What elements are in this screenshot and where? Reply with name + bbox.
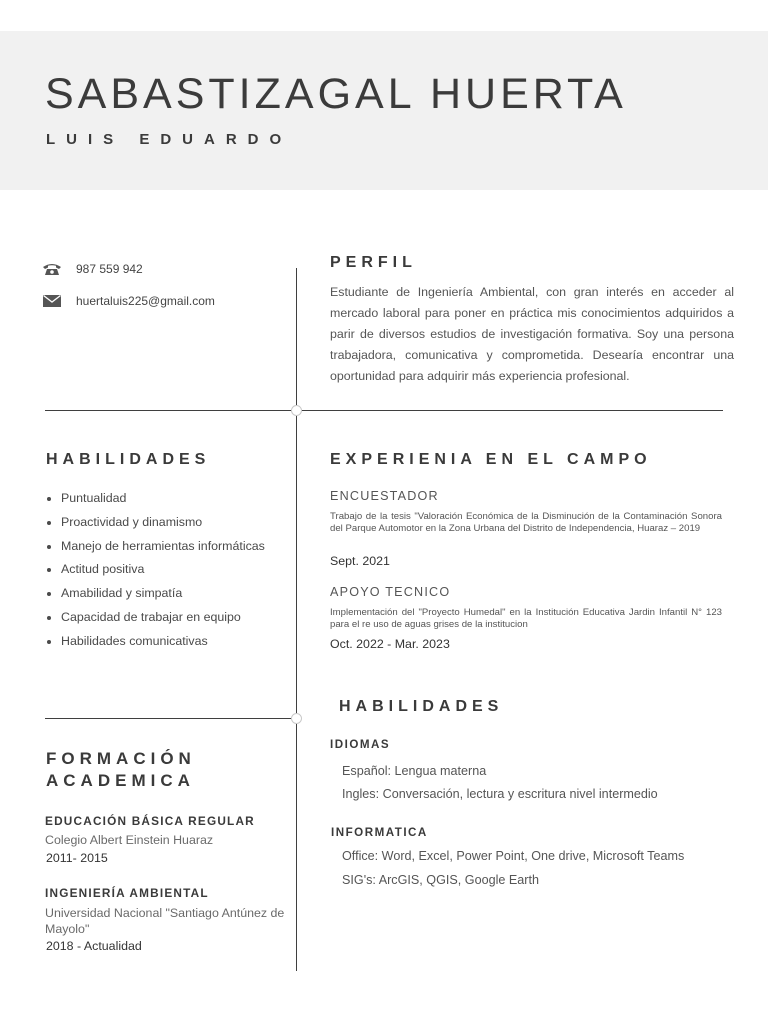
profile-text: Estudiante de Ingeniería Ambiental, con gran interés en acceder al mercado laboral para poner en práctica mis conocimientos adquiridos a parir de diversos estudios de investigación formativa. Soy una persona trabajadora, comunicativa y comprometida. Desearía encontrar una oportunidad para adquirir más experiencia profesional.	[330, 285, 734, 383]
surname: SABASTIZAGAL HUERTA	[45, 70, 627, 118]
education-title: INGENIERÍA AMBIENTAL	[45, 886, 209, 900]
given-names: LUIS EDUARDO	[46, 131, 293, 148]
education-school: Universidad Nacional "Santiago Antúnez de Mayolo"	[45, 906, 285, 936]
education-heading-line1: FORMACIÓN	[46, 749, 196, 768]
skills-heading: HABILIDADES	[46, 451, 211, 468]
language-item: Ingles: Conversación, lectura y escritura nivel intermedio	[342, 787, 658, 801]
list-item: • Puntualidad	[61, 487, 291, 511]
skills-list	[46, 487, 291, 654]
phone-number: 987 559 942	[76, 262, 143, 276]
abilities-heading: HABILIDADES	[339, 698, 504, 715]
computing-label: INFORMATICA	[331, 826, 428, 839]
telephone-icon	[42, 262, 62, 276]
languages-label: IDIOMAS	[330, 738, 391, 751]
list-item: • Amabilidad y simpatía	[61, 582, 291, 606]
profile-heading: PERFIL	[330, 254, 417, 271]
contact-email	[42, 294, 215, 308]
divider-node-top	[291, 405, 302, 416]
job-title: ENCUESTADOR	[330, 489, 439, 503]
contact-phone	[42, 262, 143, 276]
envelope-icon	[42, 294, 62, 308]
job-description: Trabajo de la tesis "Valoración Económica de la Disminución de la Contaminación Sonora del Parque Automotor en la Zona Urbana del Distrito de Independencia, Huaraz – 2019	[330, 511, 722, 535]
experience-heading: EXPERIENIA EN EL CAMPO	[330, 451, 652, 468]
email-address: huertaluis225@gmail.com	[76, 294, 215, 308]
job-description: Implementación del "Proyecto Humedal" en la Institución Educativa Jardin Infantil N° 123 para el re uso de aguas grises de la institucion	[330, 607, 722, 631]
divider-middle	[45, 718, 295, 719]
education-school: Colegio Albert Einstein Huaraz	[45, 833, 214, 847]
computing-item: SIG's: ArcGIS, QGIS, Google Earth	[342, 873, 539, 887]
list-item: • Proactividad y dinamismo	[61, 511, 291, 535]
job-title: APOYO TECNICO	[330, 585, 451, 599]
job-date: Oct. 2022 - Mar. 2023	[330, 637, 450, 651]
education-date: 2018 - Actualidad	[46, 939, 142, 953]
education-heading-line2: ACADEMICA	[46, 771, 195, 790]
list-item: • Habilidades comunicativas	[61, 630, 291, 654]
education-title: EDUCACIÓN BÁSICA REGULAR	[45, 814, 255, 828]
list-item: • Actitud positiva	[61, 558, 291, 582]
divider-top	[45, 410, 723, 411]
list-item: • Capacidad de trabajar en equipo	[61, 606, 291, 630]
job-date: Sept. 2021	[330, 554, 390, 568]
divider-node-middle	[291, 713, 302, 724]
computing-item: Office: Word, Excel, Power Point, One drive, Microsoft Teams	[342, 849, 685, 863]
vertical-divider	[296, 268, 297, 971]
language-item: Español: Lengua materna	[342, 764, 487, 778]
list-item: • Manejo de herramientas informáticas	[61, 535, 291, 559]
education-date: 2011- 2015	[46, 851, 108, 865]
